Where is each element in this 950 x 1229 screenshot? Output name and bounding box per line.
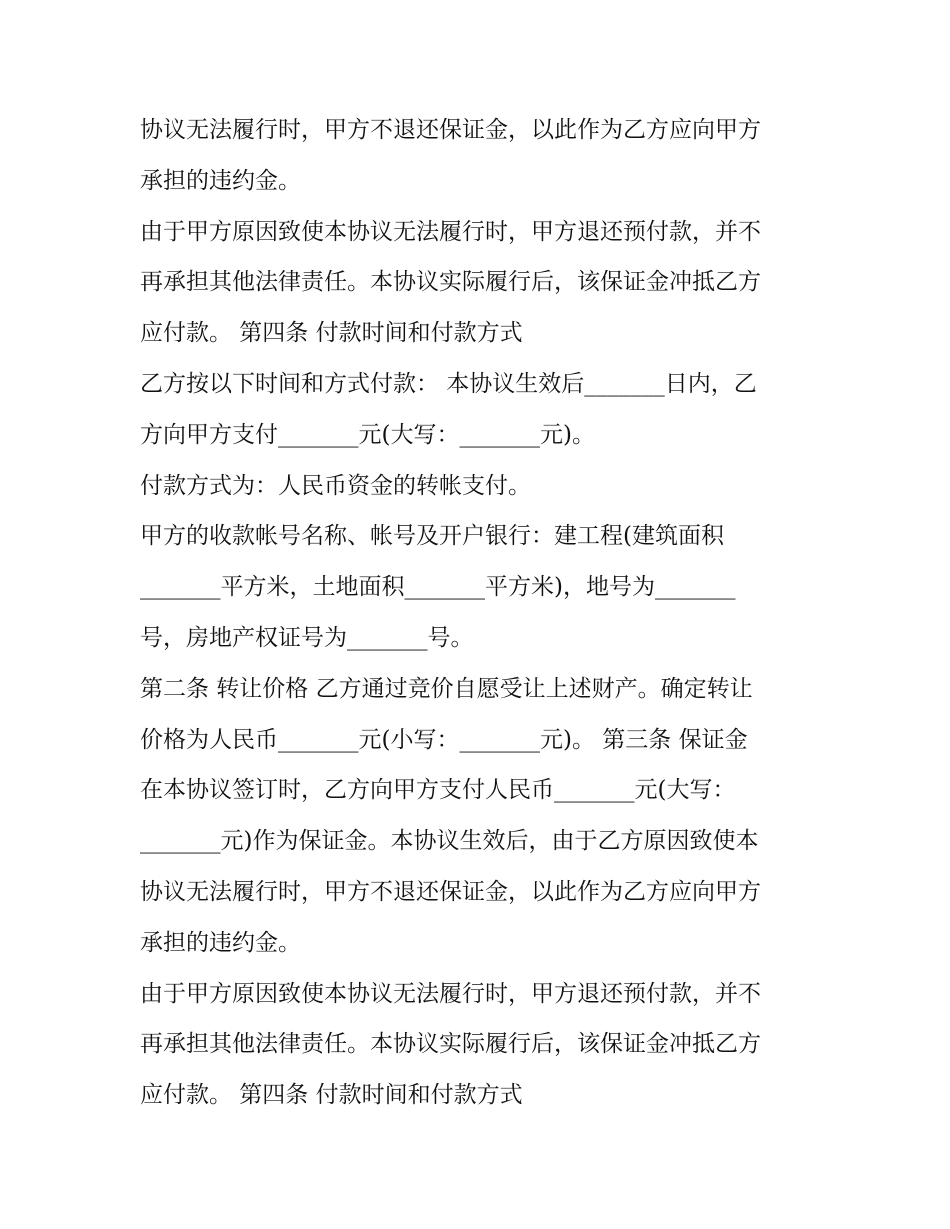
text-line: 再承担其他法律责任。本协议实际履行后，该保证金冲抵乙方 <box>140 269 761 296</box>
text-line: 协议无法履行时，甲方不退还保证金，以此作为乙方应向甲方 <box>140 117 761 143</box>
text-line: 应付款。 第四条 付款时间和付款方式 <box>140 1082 523 1109</box>
text-line: 承担的违约金。 <box>140 167 301 194</box>
text-line: _______元)作为保证金。本协议生效后，由于乙方原因致使本 <box>140 828 759 855</box>
text-line: 再承担其他法律责任。本协议实际履行后，该保证金冲抵乙方 <box>140 1031 761 1058</box>
text-line: 由于甲方原因致使本协议无法履行时，甲方退还预付款，并不 <box>140 218 761 245</box>
text-line: 第二条 转让价格 乙方通过竞价自愿受让上述财产。确定转让 <box>140 675 753 702</box>
text-line: 由于甲方原因致使本协议无法履行时，甲方退还预付款，并不 <box>140 980 761 1007</box>
text-line: 方向甲方支付_______元(大写：_______元)。 <box>140 421 595 448</box>
text-line: 甲方的收款帐号名称、帐号及开户银行：建工程(建筑面积 <box>140 523 724 550</box>
text-line: 应付款。 第四条 付款时间和付款方式 <box>140 320 523 347</box>
text-line: 承担的违约金。 <box>140 929 301 956</box>
text-line: 在本协议签订时，乙方向甲方支付人民币_______元(大写： <box>140 777 736 804</box>
text-line: 付款方式为：人民币资金的转帐支付。 <box>140 472 531 499</box>
text-line: _______平方米，土地面积_______平方米)，地号为_______ <box>140 574 736 601</box>
text-line: 乙方按以下时间和方式付款： 本协议生效后_______日内，乙 <box>140 370 757 397</box>
text-line: 价格为人民币_______元(小写：_______元)。 第三条 保证金 <box>140 726 748 753</box>
document-body <box>140 105 820 1121</box>
text-line: 协议无法履行时，甲方不退还保证金，以此作为乙方应向甲方 <box>140 878 761 905</box>
text-line: 号，房地产权证号为_______号。 <box>140 624 474 651</box>
